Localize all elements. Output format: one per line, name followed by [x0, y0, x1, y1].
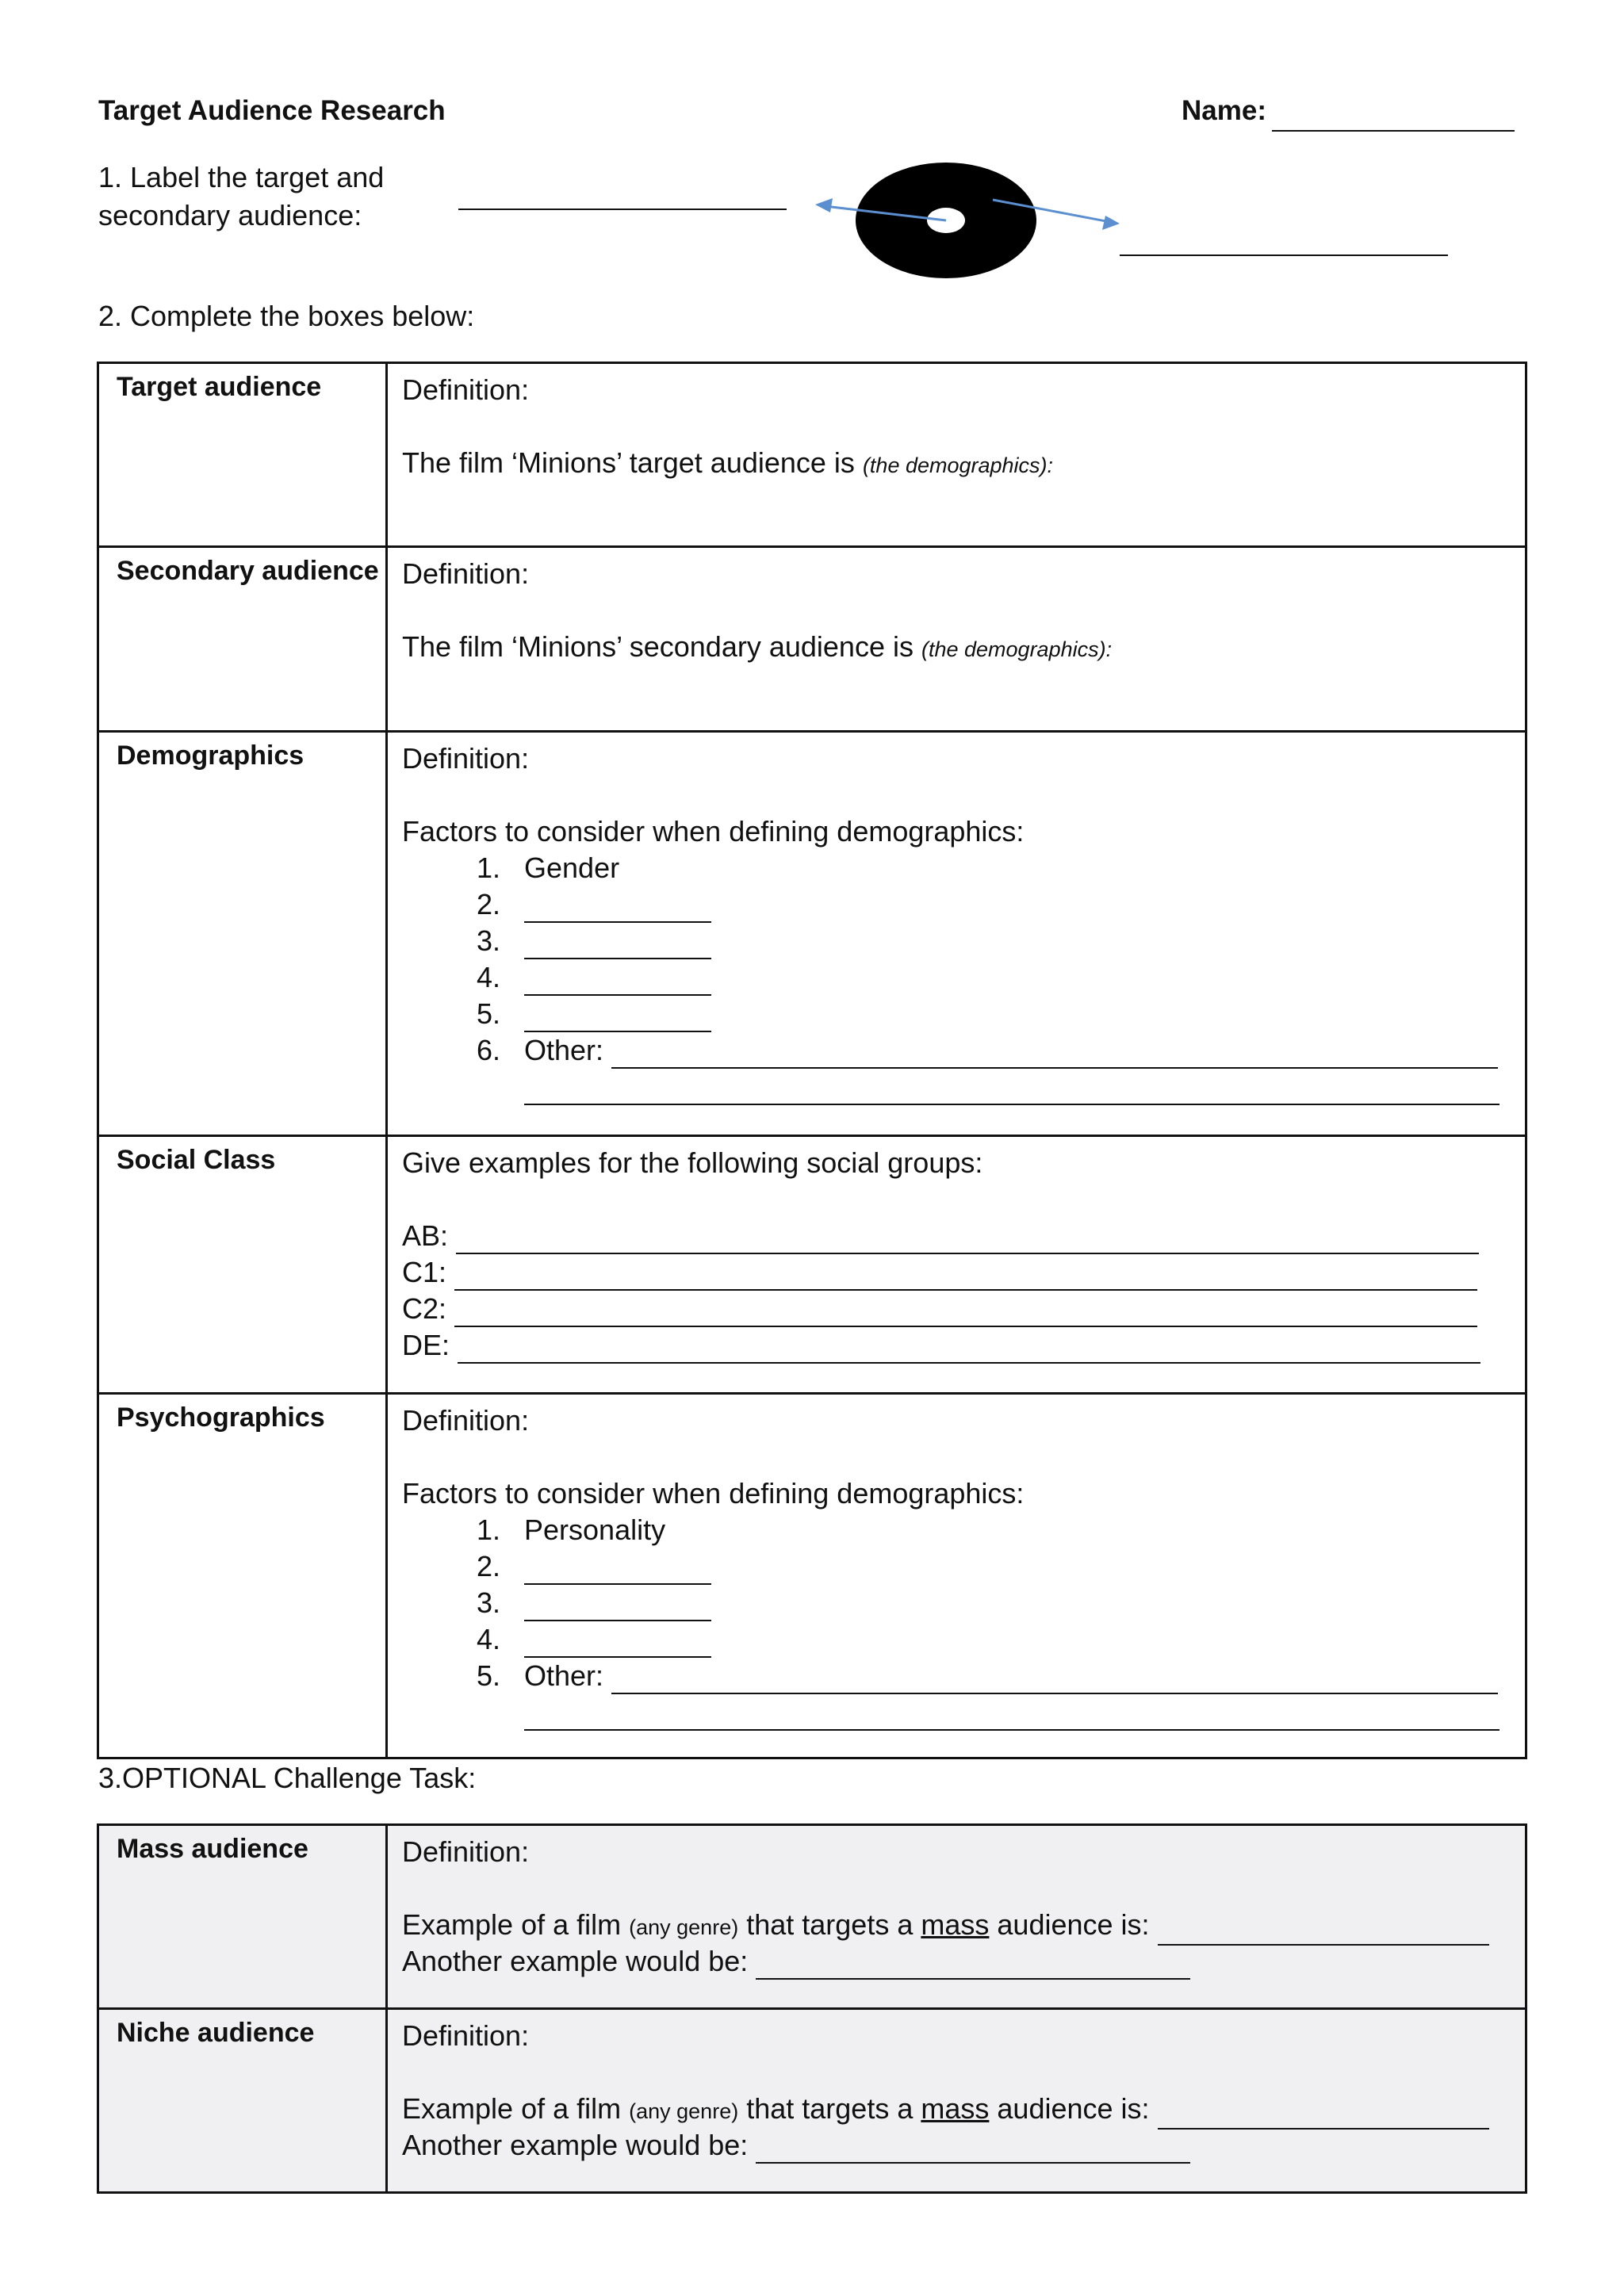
- row-psychographics: [98, 1394, 1526, 1758]
- niche-example: [402, 2091, 1525, 2127]
- social-group-c1: [402, 1254, 1525, 1291]
- arrowhead-right-icon: [1102, 216, 1120, 230]
- answer-blank[interactable]: [524, 1556, 711, 1585]
- answer-blank[interactable]: [454, 1299, 1477, 1327]
- item-number: 1.: [476, 851, 500, 884]
- example-post-text: audience is:: [997, 1908, 1150, 1941]
- answer-blank[interactable]: [611, 1040, 1498, 1069]
- target-sentence-note: (the demographics):: [862, 453, 1054, 477]
- group-label: C1:: [402, 1256, 447, 1288]
- example-underlined-word: mass: [921, 1908, 990, 1941]
- item-text: Personality: [524, 1513, 666, 1546]
- answer-blank[interactable]: [756, 1951, 1190, 1980]
- answer-blank[interactable]: [524, 894, 711, 923]
- item-number: 3.: [476, 924, 500, 957]
- label-social-class: Social Class: [98, 1136, 387, 1394]
- secondary-sentence-text: The film ‘Minions’ secondary audience is: [402, 630, 914, 663]
- row-secondary-audience: [98, 547, 1526, 732]
- main-table: [97, 362, 1527, 1759]
- secondary-sentence-note: (the demographics):: [921, 637, 1113, 661]
- definition-label: Definition:: [402, 742, 530, 775]
- other-label: Other:: [524, 1659, 604, 1692]
- answer-blank[interactable]: [756, 2135, 1190, 2164]
- row-niche-audience: [98, 2009, 1526, 2193]
- item-number: 2.: [476, 888, 500, 920]
- answer-blank[interactable]: [524, 931, 711, 959]
- row-target-audience: [98, 363, 1526, 547]
- group-label: AB:: [402, 1219, 449, 1252]
- psychographics-continuation-line: [402, 1694, 1525, 1731]
- definition-label: Definition:: [402, 373, 530, 406]
- secondary-sentence: [402, 629, 1525, 665]
- demographics-factors: Factors to consider when defining demographics:: [402, 815, 1025, 848]
- definition-label: Definition:: [402, 557, 530, 590]
- item-number: 4.: [476, 961, 500, 993]
- mass-another-example: [402, 1943, 1525, 1980]
- content-niche-audience[interactable]: [387, 2009, 1526, 2193]
- mass-example: [402, 1907, 1525, 1943]
- row-social-class: [98, 1136, 1526, 1394]
- answer-blank[interactable]: [1158, 2101, 1489, 2130]
- name-label: Name:: [1182, 95, 1266, 126]
- item-text: Gender: [524, 851, 620, 884]
- demographics-item-2: [402, 886, 1525, 923]
- label-demographics: Demographics: [98, 732, 387, 1136]
- optional-table: [97, 1823, 1527, 2194]
- target-label-line-right[interactable]: [1120, 254, 1448, 256]
- answer-blank[interactable]: [456, 1226, 1479, 1254]
- answer-blank[interactable]: [524, 967, 711, 996]
- group-label: C2:: [402, 1292, 447, 1325]
- label-secondary-audience: Secondary audience: [98, 547, 387, 732]
- psychographics-factors: Factors to consider when defining demographics:: [402, 1477, 1025, 1510]
- name-field-line[interactable]: [1272, 130, 1515, 132]
- arrowhead-left-icon: [815, 198, 833, 212]
- example-text: Example of a film: [402, 1908, 622, 1941]
- content-psychographics[interactable]: [387, 1394, 1526, 1758]
- example-genre-note: (any genre): [629, 2099, 739, 2123]
- niche-another-example: [402, 2127, 1525, 2164]
- psychographics-item-1: [402, 1512, 1525, 1548]
- psychographics-item-4: [402, 1621, 1525, 1658]
- answer-blank[interactable]: [524, 1702, 1500, 1731]
- group-label: DE:: [402, 1329, 450, 1361]
- social-prompt: Give examples for the following social groups:: [402, 1146, 983, 1179]
- demographics-item-4: [402, 959, 1525, 996]
- answer-blank[interactable]: [454, 1262, 1477, 1291]
- row-mass-audience: [98, 1825, 1526, 2009]
- row-demographics: [98, 732, 1526, 1136]
- other-label: Other:: [524, 1034, 604, 1066]
- target-label-line-left[interactable]: [458, 209, 787, 210]
- psychographics-item-5: [402, 1658, 1525, 1694]
- content-mass-audience[interactable]: [387, 1825, 1526, 2009]
- content-target-audience[interactable]: [387, 363, 1526, 547]
- another-example-text: Another example would be:: [402, 2129, 749, 2161]
- example-underlined-word: mass: [921, 2092, 990, 2125]
- demographics-item-3: [402, 923, 1525, 959]
- item-number: 3.: [476, 1586, 500, 1619]
- content-social-class[interactable]: [387, 1136, 1526, 1394]
- example-mid-text: that targets a: [746, 1908, 914, 1941]
- question-1: [98, 159, 384, 235]
- question-2: 2. Complete the boxes below:: [98, 300, 475, 332]
- another-example-text: Another example would be:: [402, 1945, 749, 1977]
- answer-blank[interactable]: [611, 1666, 1498, 1694]
- demographics-item-5: [402, 996, 1525, 1032]
- answer-blank[interactable]: [524, 1077, 1500, 1105]
- worksheet-title: Target Audience Research: [98, 95, 446, 126]
- answer-blank[interactable]: [458, 1335, 1480, 1364]
- psychographics-item-2: [402, 1548, 1525, 1585]
- social-group-de: [402, 1327, 1525, 1364]
- definition-label: Definition:: [402, 2019, 530, 2052]
- content-secondary-audience[interactable]: [387, 547, 1526, 732]
- psychographics-item-3: [402, 1585, 1525, 1621]
- demographics-item-1: [402, 850, 1525, 886]
- item-number: 2.: [476, 1550, 500, 1582]
- answer-blank[interactable]: [524, 1629, 711, 1658]
- content-demographics[interactable]: [387, 732, 1526, 1136]
- item-number: 6.: [476, 1034, 500, 1066]
- item-number: 5.: [476, 997, 500, 1030]
- example-post-text: audience is:: [997, 2092, 1150, 2125]
- target-sentence-text: The film ‘Minions’ target audience is: [402, 446, 855, 479]
- label-target-audience: Target audience: [98, 363, 387, 547]
- item-number: 4.: [476, 1623, 500, 1655]
- question-1-line-2: secondary audience:: [98, 199, 362, 232]
- item-number: 5.: [476, 1659, 500, 1692]
- answer-blank[interactable]: [524, 1004, 711, 1032]
- answer-blank[interactable]: [524, 1593, 711, 1621]
- demographics-item-6: [402, 1032, 1525, 1069]
- label-psychographics: Psychographics: [98, 1394, 387, 1758]
- item-number: 1.: [476, 1513, 500, 1546]
- definition-label: Definition:: [402, 1404, 530, 1437]
- example-mid-text: that targets a: [746, 2092, 914, 2125]
- example-genre-note: (any genre): [629, 1915, 739, 1939]
- label-mass-audience: Mass audience: [98, 1825, 387, 2009]
- example-text: Example of a film: [402, 2092, 622, 2125]
- question-1-line-1: 1. Label the target and: [98, 161, 385, 193]
- target-sentence: [402, 445, 1525, 481]
- target-diagram: [809, 159, 1142, 285]
- label-niche-audience: Niche audience: [98, 2009, 387, 2193]
- answer-blank[interactable]: [1158, 1917, 1489, 1946]
- demographics-continuation-line: [402, 1069, 1525, 1105]
- definition-label: Definition:: [402, 1835, 530, 1868]
- question-3: 3.OPTIONAL Challenge Task:: [98, 1762, 477, 1794]
- social-group-ab: [402, 1218, 1525, 1254]
- social-group-c2: [402, 1291, 1525, 1327]
